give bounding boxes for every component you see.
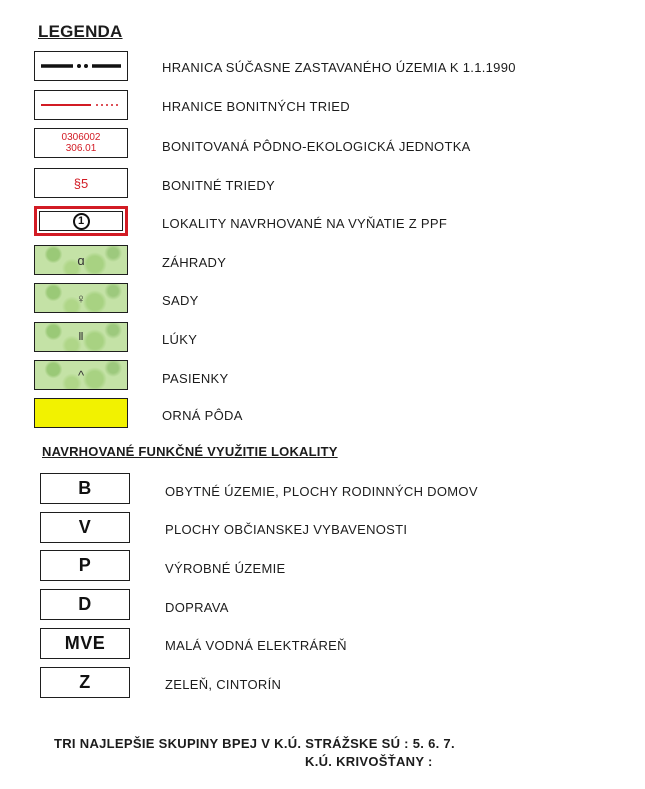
- function-box-p: [40, 550, 130, 581]
- function-label-z: ZELEŇ, CINTORÍN: [165, 677, 282, 692]
- legend-swatch-soil-classes: [34, 168, 128, 198]
- function-box-v: [40, 512, 130, 543]
- legend-label-localities: LOKALITY NAVRHOVANÉ NA VYŇATIE Z PPF: [162, 216, 448, 231]
- function-code: Z: [79, 672, 91, 692]
- function-box-z: [40, 667, 130, 698]
- legend-label-soil-class-boundary: HRANICE BONITNÝCH TRIED: [162, 99, 350, 114]
- red-dotted-line-icon: [39, 100, 123, 110]
- legend-swatch-orchards: [34, 283, 128, 313]
- function-box-mve: [40, 628, 130, 659]
- orchard-symbol-icon: ♀: [76, 290, 86, 306]
- legend-swatch-pastures: [34, 360, 128, 390]
- legend-label-built-up-boundary: HRANICA SÚČASNE ZASTAVANÉHO ÚZEMIA K 1.1.1990: [162, 60, 516, 75]
- function-label-v: PLOCHY OBČIANSKEJ VYBAVENOSTI: [165, 522, 408, 537]
- function-code: D: [78, 594, 92, 614]
- locality-number-icon: 1: [73, 213, 90, 230]
- legend-label-meadows: LÚKY: [162, 332, 198, 347]
- legend-swatch-localities: [34, 206, 128, 236]
- function-label-mve: MALÁ VODNÁ ELEKTRÁREŇ: [165, 638, 347, 653]
- dash-dot-line-icon: [39, 61, 123, 71]
- function-label-d: DOPRAVA: [165, 600, 229, 615]
- bpej-code-line2: 306.01: [65, 143, 97, 154]
- soil-class-sample: §5: [73, 175, 89, 191]
- legend-label-gardens: ZÁHRADY: [162, 255, 227, 270]
- legend-label-bpej: BONITOVANÁ PÔDNO-EKOLOGICKÁ JEDNOTKA: [162, 139, 471, 154]
- meadow-symbol-icon: Ⅱ: [78, 330, 84, 343]
- legend-swatch-built-up-boundary: [34, 51, 128, 81]
- pasture-symbol-icon: ^: [77, 367, 85, 383]
- legend-swatch-gardens: [34, 245, 128, 275]
- bpej-code-line1: 0306002: [61, 132, 101, 143]
- legend-title: LEGENDA: [38, 22, 123, 41]
- legend-swatch-meadows: [34, 322, 128, 352]
- legend-swatch-bpej: [34, 128, 128, 158]
- function-label-p: VÝROBNÉ ÚZEMIE: [165, 561, 286, 576]
- garden-symbol-icon: ɑ: [77, 252, 85, 268]
- legend-label-orchards: SADY: [162, 293, 199, 308]
- legend-label-arable-land: ORNÁ PÔDA: [162, 408, 243, 423]
- legend-swatch-soil-class-boundary: [34, 90, 128, 120]
- locality-inner-frame: [39, 211, 123, 231]
- function-section-title: NAVRHOVANÉ FUNKČNÉ VYUŽITIE LOKALITY: [42, 444, 338, 459]
- function-code: MVE: [64, 633, 106, 653]
- function-box-b: [40, 473, 130, 504]
- function-label-b: OBYTNÉ ÚZEMIE, PLOCHY RODINNÝCH DOMOV: [165, 484, 478, 499]
- footer-note-krivostany: K.Ú. KRIVOŠŤANY :: [305, 754, 433, 769]
- function-code: B: [78, 478, 92, 498]
- legend-label-soil-classes: BONITNÉ TRIEDY: [162, 178, 276, 193]
- function-code: V: [78, 517, 92, 537]
- footer-note-straske: TRI NAJLEPŠIE SKUPINY BPEJ V K.Ú. STRÁŽSKE SÚ : 5. 6. 7.: [54, 736, 455, 751]
- legend-label-pastures: PASIENKY: [162, 371, 229, 386]
- function-code: P: [78, 555, 92, 575]
- function-box-d: [40, 589, 130, 620]
- legend-swatch-arable-land: [34, 398, 128, 428]
